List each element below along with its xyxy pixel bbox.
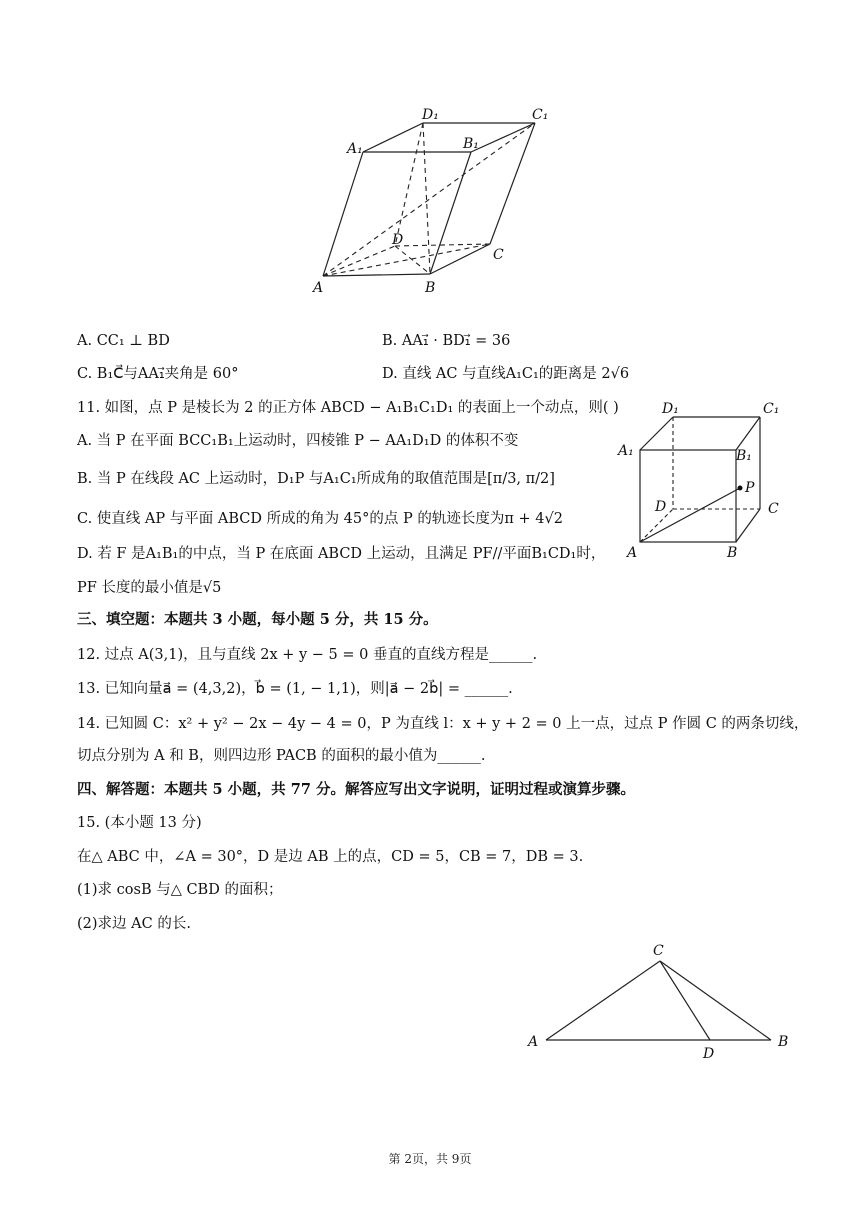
parallelepiped-figure (300, 100, 549, 300)
page-footer: 第 2页，共 9页 (388, 1152, 472, 1166)
q14-line1: 14. 已知圆 C：x² + y² − 2x − 4y − 4 = 0，P 为直线 l：x + y + 2 = 0 上一点，过点 P 作圆 C 的两条切线， (77, 716, 809, 732)
tri-label-B: B (778, 1034, 789, 1050)
point-P (738, 486, 743, 491)
q10-option-a: A. CC₁ ⊥ BD (77, 333, 170, 349)
q15-head: 15. (本小题 13 分) (77, 815, 202, 831)
q11-option-d-line2: PF 长度的最小值是√5 (77, 580, 222, 596)
cube-figure (615, 395, 790, 565)
triangle-figure (520, 935, 795, 1065)
cube-label-A1: A₁ (618, 443, 634, 459)
q10-option-c: C. B₁C⃗与AA₁⃗夹角是 60° (77, 366, 239, 382)
q11-option-c: C. 使直线 AP 与平面 ABCD 所成的角为 45°的点 P 的轨迹长度为π + 4√2 (77, 511, 563, 527)
cube-label-C: C (768, 501, 779, 517)
q12: 12. 过点 A(3,1)，且与直线 2x + y − 5 = 0 垂直的直线方程是______. (77, 647, 538, 663)
label-D1: D₁ (422, 107, 439, 123)
cube-label-D1: D₁ (662, 401, 679, 417)
label-B1: B₁ (463, 136, 479, 152)
cube-label-C1: C₁ (763, 401, 780, 417)
cube-label-P: P (745, 480, 755, 496)
q11-option-d-line1: D. 若 F 是A₁B₁的中点，当 P 在底面 ABCD 上运动，且满足 PF//平面B₁CD₁时， (77, 546, 606, 562)
q10-option-d: D. 直线 AC 与直线A₁C₁的距离是 2√6 (382, 366, 630, 382)
q14-line2: 切点分别为 A 和 B，则四边形 PACB 的面积的最小值为______. (77, 748, 486, 764)
q11-option-b: B. 当 P 在线段 AC 上运动时，D₁P 与A₁C₁所成角的取值范围是[π/3, π/2] (77, 471, 555, 487)
label-C1: C₁ (532, 107, 549, 123)
label-C: C (493, 247, 504, 263)
q10-option-b: B. AA₁⃗ · BD₁⃗ = 36 (382, 333, 511, 349)
label-D: D (392, 232, 404, 248)
label-B: B (425, 280, 436, 296)
tri-label-A: A (528, 1034, 539, 1050)
cube-label-B: B (727, 545, 738, 561)
label-A1: A₁ (347, 141, 363, 157)
label-A: A (313, 280, 324, 296)
tri-label-D: D (703, 1046, 715, 1062)
cube-label-D: D (655, 499, 667, 515)
cube-label-A: A (627, 545, 638, 561)
q15-part2: (2)求边 AC 的长. (77, 916, 191, 932)
cube-label-B1: B₁ (736, 448, 752, 464)
q11-stem: 11. 如图，点 P 是棱长为 2 的正方体 ABCD − A₁B₁C₁D₁ 的表面上一个动点，则( ) (77, 400, 619, 416)
section-4-title: 四、解答题：本题共 5 小题，共 77 分。解答应写出文字说明，证明过程或演算步骤。 (77, 781, 635, 798)
q13: 13. 已知向量a⃗ = (4,3,2)，b⃗ = (1, − 1,1)，则|a⃗ − 2b⃗| = ______. (77, 681, 513, 697)
section-3-title: 三、填空题：本题共 3 小题，每小题 5 分，共 15 分。 (77, 611, 438, 628)
tri-label-C: C (653, 943, 664, 959)
q15-part1: (1)求 cosB 与△ CBD 的面积； (77, 882, 283, 898)
q11-option-a: A. 当 P 在平面 BCC₁B₁上运动时，四棱锥 P − AA₁D₁D 的体积不变 (77, 433, 519, 449)
q15-stem: 在△ ABC 中，∠A = 30°，D 是边 AB 上的点，CD = 5，CB = 7，DB = 3. (77, 849, 584, 865)
